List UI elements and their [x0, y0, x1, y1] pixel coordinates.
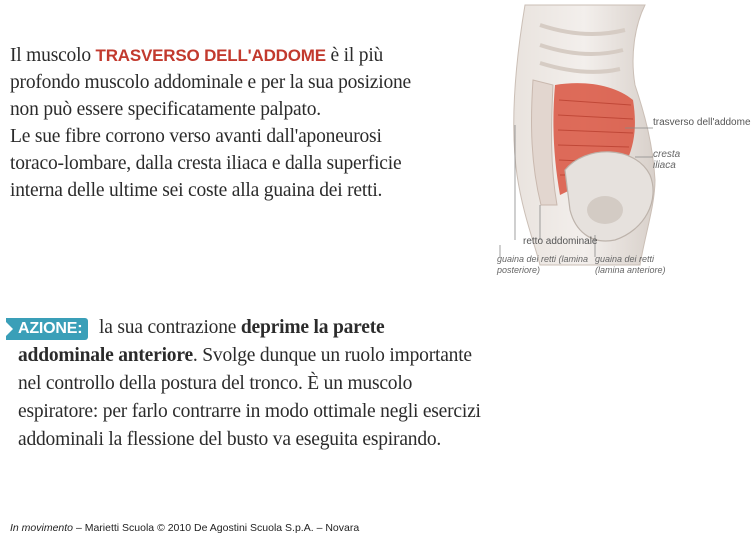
footer-title: In movimento: [10, 522, 74, 534]
azione-tag-label: AZIONE:: [18, 320, 83, 337]
footer-credit: [10, 522, 359, 534]
label-trasverso: trasverso dell'addome: [653, 117, 751, 128]
intro-rest: è il più profondo muscolo addominale e per la sua posizione non può essere specificatamente palpato.: [10, 45, 412, 120]
footer-rest: – Marietti Scuola © 2010 De Agostini Scuola S.p.A. – Novara: [73, 522, 360, 534]
label-guaina-posteriore: guaina dei retti (lamina posteriore): [497, 254, 589, 275]
label-guaina-anteriore: guaina dei retti (lamina anteriore): [595, 254, 666, 275]
muscle-name-highlight: TRASVERSO DELL'ADDOME: [95, 46, 326, 65]
azione-bold: deprime la parete addominale anteriore: [18, 317, 385, 366]
azione-paragraph: [6, 314, 484, 454]
azione-text-b: . Svolge dunque un ruolo importante nel controllo della postura del tronco. È un muscolo espiratore: per farlo contrarre in modo ottimale negli esercizi addominali la flessione del busto va eseguita espirando.: [18, 345, 481, 450]
hip-joint: [587, 196, 623, 224]
intro-sentence-1: [10, 42, 440, 123]
azione-tag: [6, 318, 88, 340]
anatomy-illustration: [495, 5, 751, 285]
intro-sentence-2: Le sue fibre corrono verso avanti dall'aponeurosi toraco-lombare, dalla cresta iliaca e dalla superficie interna delle ultime sei coste alla guaina dei retti.: [10, 126, 402, 201]
intro-paragraph: [10, 42, 440, 204]
label-cresta-iliaca: cresta iliaca: [653, 149, 681, 171]
label-retto-addominale: retto addominale: [523, 236, 598, 247]
azione-text-a: la sua contrazione: [94, 317, 241, 338]
intro-prefix: Il muscolo: [10, 45, 96, 66]
arrow-icon: [6, 322, 13, 336]
